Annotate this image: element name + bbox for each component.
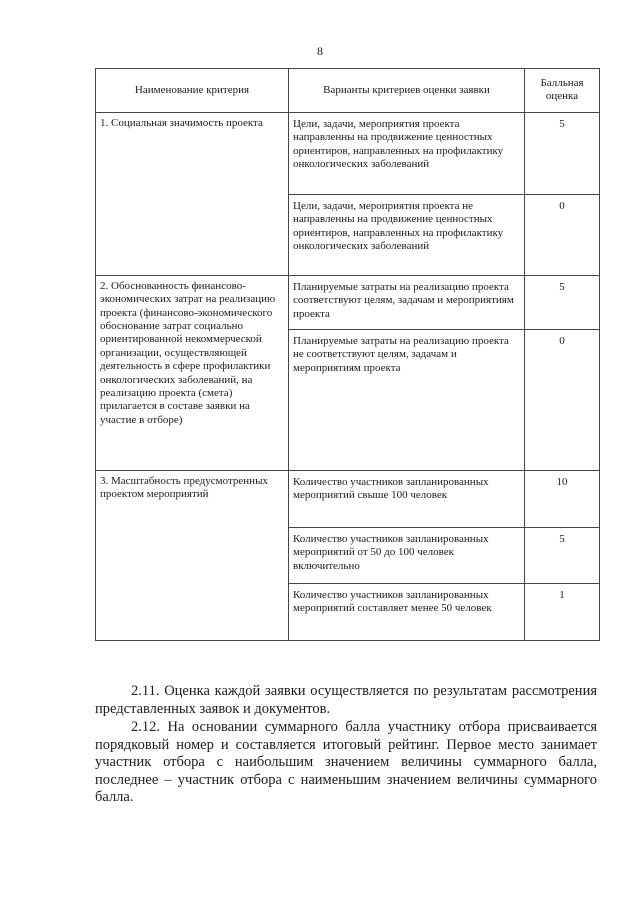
criterion-name: 1. Социальная значимость проекта <box>96 112 289 275</box>
criterion-score: 5 <box>525 527 600 583</box>
criterion-option: Количество участников запланированных мероприятий от 50 до 100 человек включительно <box>289 527 525 583</box>
criterion-option: Цели, задачи, мероприятия проекта не направленны на продвижение ценностных ориентиров, направленных на профилактику онкологических заболеваний <box>289 194 525 275</box>
paragraph-text: 2.12. На основании суммарного балла участнику отбора присваивается порядковый номер и составляется итоговый рейтинг. Первое место занимает участник отбора с наибольшим значением величины суммарного балла, последнее – участник отбора с наименьшим значением величины суммарного балла. <box>95 719 597 805</box>
header-criterion-name: Наименование критерия <box>96 69 289 113</box>
paragraph-text: 2.11. Оценка каждой заявки осуществляется по результатам рассмотрения представленных заявок и документов. <box>95 683 597 717</box>
criterion-score: 1 <box>525 583 600 640</box>
header-criterion-variants: Варианты критериев оценки заявки <box>289 69 525 113</box>
criterion-name: 3. Масштабность предусмотренных проектом мероприятий <box>96 470 289 640</box>
criterion-score: 5 <box>525 112 600 194</box>
criterion-name: 2. Обоснованность финансово-экономических затрат на реализацию проекта (финансово-экономического обоснование затрат социально ориентированной некоммерческой организации, осуществляющей деятельность в сфере профилактики онкологических заболеваний, на реализацию проекта (смета) прилагается в составе заявки на участие в отборе) <box>96 275 289 470</box>
criterion-option: Количество участников запланированных мероприятий свыше 100 человек <box>289 470 525 527</box>
criterion-score: 5 <box>525 275 600 329</box>
table-row <box>96 275 600 329</box>
criterion-score: 0 <box>525 329 600 470</box>
criterion-option: Планируемые затраты на реализацию проекта не соответствуют целям, задачам и мероприятиям проекта <box>289 329 525 470</box>
criterion-score: 0 <box>525 194 600 275</box>
table-row <box>96 470 600 527</box>
criterion-option: Количество участников запланированных мероприятий составляет менее 50 человек <box>289 583 525 640</box>
paragraph-2-11 <box>95 683 597 718</box>
criterion-option: Планируемые затраты на реализацию проекта соответствуют целям, задачам и мероприятиям проекта <box>289 275 525 329</box>
criteria-table <box>95 68 600 641</box>
header-score: Балльная оценка <box>525 69 600 113</box>
criterion-option: Цели, задачи, мероприятия проекта направленны на продвижение ценностных ориентиров, направленных на профилактику онкологических заболеваний <box>289 112 525 194</box>
table-header-row <box>96 69 600 113</box>
page-number: 8 <box>317 44 323 58</box>
criterion-score: 10 <box>525 470 600 527</box>
table-row <box>96 112 600 194</box>
paragraph-2-12 <box>95 719 597 807</box>
